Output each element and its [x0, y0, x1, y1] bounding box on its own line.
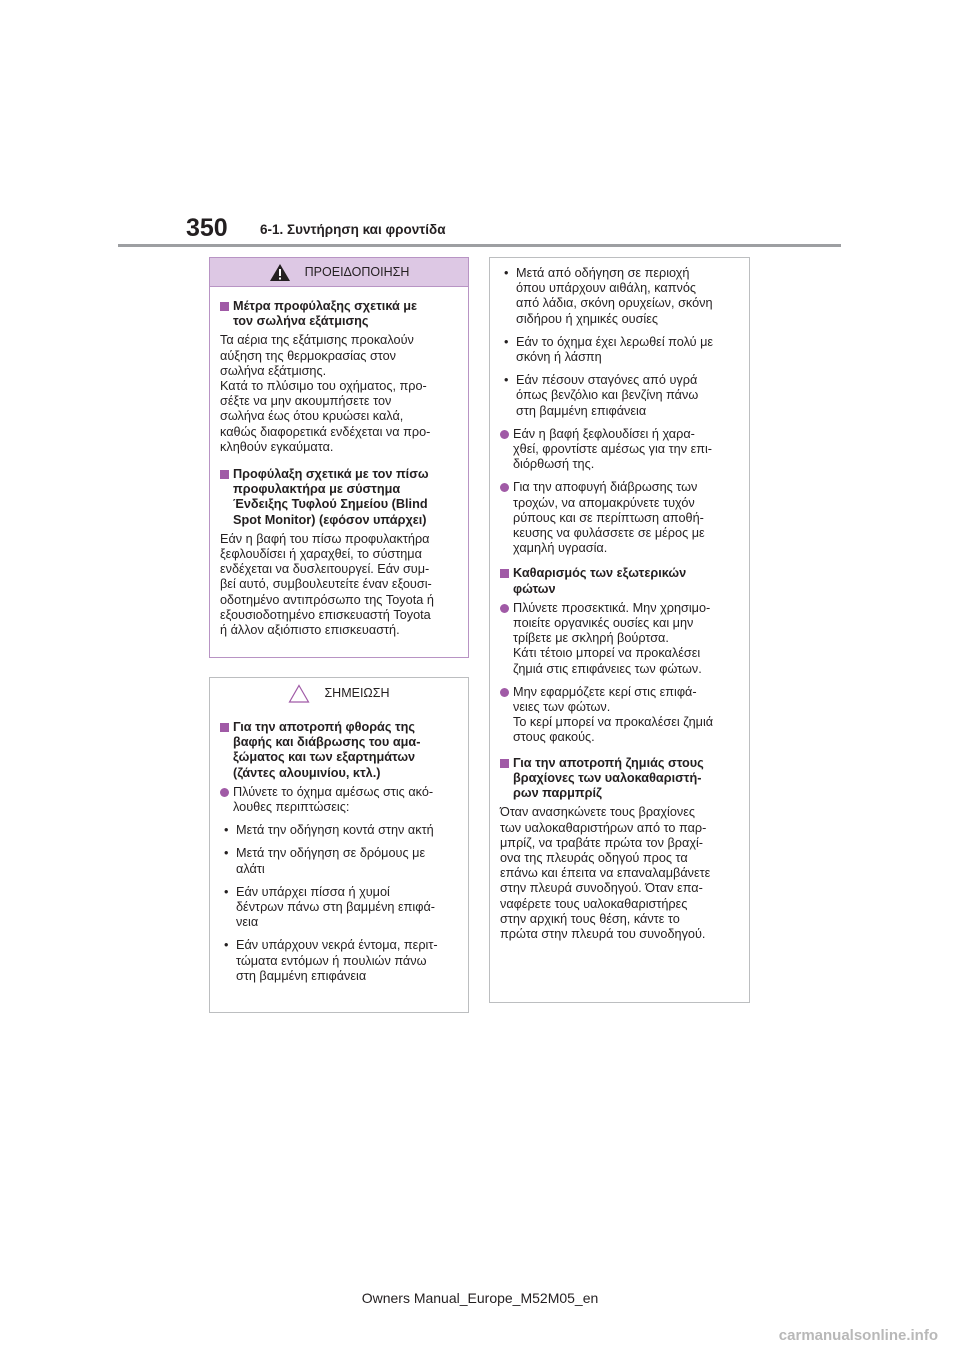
bullet-icon: • [504, 334, 509, 349]
note-content [210, 708, 468, 984]
item-text: Εάν υπάρχει πίσσα ή χυμοί δέντρων πάνω στη βαμμένη επιφά- νεια [236, 884, 436, 930]
caution-triangle-icon [288, 684, 310, 703]
item-text: Πλύνετε το όχημα αμέσως στις ακό- λουθες περιπτώσεις: [233, 784, 434, 815]
header-divider [118, 244, 841, 247]
warning-heading-bumper [220, 467, 460, 528]
list-item [500, 335, 741, 365]
heading-text: Μέτρα προφύλαξης σχετικά με τον σωλήνα εξάτμισης [233, 299, 418, 329]
footer-text: Owners Manual_Europe_M52M05_en [361, 1290, 599, 1306]
note-title: ΣΗΜΕΙΩΣΗ [324, 686, 390, 700]
note-box [209, 677, 469, 1013]
square-bullet-icon [220, 470, 229, 479]
circle-bullet-icon [220, 788, 229, 797]
bullet-icon: • [504, 373, 509, 388]
item-text: Εάν πέσουν σταγόνες από υγρά όπως βενζόλιο και βενζίνη πάνω στη βαμμένη επιφάνεια [516, 373, 699, 418]
list-item [220, 785, 460, 815]
item-text: Μετά την οδήγηση κοντά στην ακτή [236, 823, 434, 838]
warning-body-bumper: Εάν η βαφή του πίσω προφυλακτήρα ξεφλουδίσει ή χαραχθεί, το σύστημα ενδέχεται να δυσλειτουργεί. Εάν συμ- βεί αυτό, συμβουλευτείτε έναν εξουσι- οδοτημένο αντιπρόσωπο της Toyota ή εξουσιοδοτημένο επισκευαστή Toyota ή άλλον αξιόπιστο επισκευαστή. [220, 531, 434, 638]
note-heading [220, 720, 460, 781]
circle-bullet-icon [500, 688, 509, 697]
page-number: 350 [186, 214, 228, 242]
wiper-body: Όταν ανασηκώνετε τους βραχίονες των υαλοκαθαριστήρων από το παρ- μπρίζ, να τραβάτε πρώτα τον βραχί- ονα της πλευράς οδηγού προς τα επάνω και έπειτα να επαναλαμβάνετε στην πλευρά συνοδηγού. Όταν επα- ναφέρετε τους υαλοκαθαριστήρες στην αρχική τους θέση, κάντε το πρώτα στην πλευρά του συνοδηγού. [500, 805, 711, 941]
item-text: Μην εφαρμόζετε κερί στις επιφά- νειες των φώτων. Το κερί μπορεί να προκαλέσει ζημιά στους φακούς. [513, 684, 714, 745]
item-text: Εάν η βαφή ξεφλουδίσει ή χαρα- χθεί, φροντίστε αμέσως για την επι- διόρθωσή της. [513, 426, 713, 472]
list-item [500, 601, 741, 677]
item-text: Εάν το όχημα έχει λερωθεί πολύ με σκόνη ή λάσπη [516, 334, 714, 365]
list-item [500, 685, 741, 746]
bullet-icon: • [224, 938, 229, 953]
bullet-icon: • [224, 846, 229, 861]
warning-box [209, 257, 469, 658]
watermark: carmanualsonline.info [778, 1327, 938, 1344]
list-item [220, 823, 460, 838]
warning-body-exhaust: Τα αέρια της εξάτμισης προκαλούν αύξηση της θερμοκρασίας στον σωλήνα εξάτμισης. Κατά το πλύσιμο του οχήματος, προ- σέξτε να μην ακουμπήσετε τον σωλήνα έως ότου κρυώσει καλά, καθώς διαφορετικά ενδέχεται να προ- κληθούν εγκαύματα. [220, 333, 431, 454]
square-bullet-icon [220, 302, 229, 311]
list-item [500, 373, 741, 419]
note-header [210, 678, 468, 708]
lights-heading [500, 566, 741, 596]
list-item [220, 846, 460, 876]
heading-text: Για την αποτροπή ζημιάς στους βραχίονες των υαλοκαθαριστή- ρων παρμπρίζ [513, 755, 704, 801]
circle-bullet-icon [500, 483, 509, 492]
circle-bullet-icon [500, 430, 509, 439]
item-text: Εάν υπάρχουν νεκρά έντομα, περιτ- τώματα εντόμων ή πουλιών πάνω στη βαμμένη επιφάνεια [236, 938, 438, 983]
list-item [220, 885, 460, 931]
warning-content [210, 287, 468, 638]
note-continued-content [490, 266, 749, 942]
bullet-icon: • [224, 823, 229, 838]
warning-heading-exhaust [220, 299, 460, 329]
bullet-icon: • [504, 266, 509, 280]
square-bullet-icon [500, 569, 509, 578]
warning-title: ΠΡΟΕΙΔΟΠΟΙΗΣΗ [304, 265, 410, 279]
note-continued-box [489, 257, 750, 1003]
list-item [500, 266, 741, 327]
item-text: Πλύνετε προσεκτικά. Μην χρησιμο- ποιείτε οργανικές ουσίες και μην τρίβετε με σκληρή βούρτσα. Κάτι τέτοιο μπορεί να προκαλέσει ζημιά στις επιφάνειες των φώτων. [513, 600, 711, 676]
wiper-heading [500, 756, 741, 802]
heading-text: Καθαρισμός των εξωτερικών φώτων [513, 566, 687, 596]
warning-header [210, 258, 468, 287]
bullet-icon: • [224, 884, 229, 899]
list-item [500, 427, 741, 473]
item-text: Για την αποφυγή διάβρωσης των τροχών, να απομακρύνετε τυχόν ρύπους και σε περίπτωση αποθή- κευσης να φυλάσσετε σε μέρος με χαμηλή υγρασία. [513, 480, 705, 556]
heading-text: Προφύλαξη σχετικά με τον πίσω προφυλακτήρα με σύστημα Ένδειξης Τυφλού Σημείου (Blind Spot Monitor) (εφόσον υπάρχει) [233, 467, 429, 527]
square-bullet-icon [220, 723, 229, 732]
heading-text: Για την αποτροπή φθοράς της βαφής και διάβρωσης του αμα- ξώματος και των εξαρτημάτων (ζάντες αλουμινίου, κτλ.) [233, 720, 421, 780]
list-item [500, 480, 741, 556]
warning-triangle-icon [269, 263, 291, 282]
item-text: Μετά από οδήγηση σε περιοχή όπου υπάρχουν αιθάλη, καπνός από λάδια, σκόνη ορυχείων, σκόνη σιδήρου ή χημικές ουσίες [516, 266, 713, 326]
list-item [220, 938, 460, 984]
section-title: 6-1. Συντήρηση και φροντίδα [260, 222, 446, 237]
square-bullet-icon [500, 759, 509, 768]
circle-bullet-icon [500, 604, 509, 613]
item-text: Μετά την οδήγηση σε δρόμους με αλάτι [236, 846, 426, 876]
